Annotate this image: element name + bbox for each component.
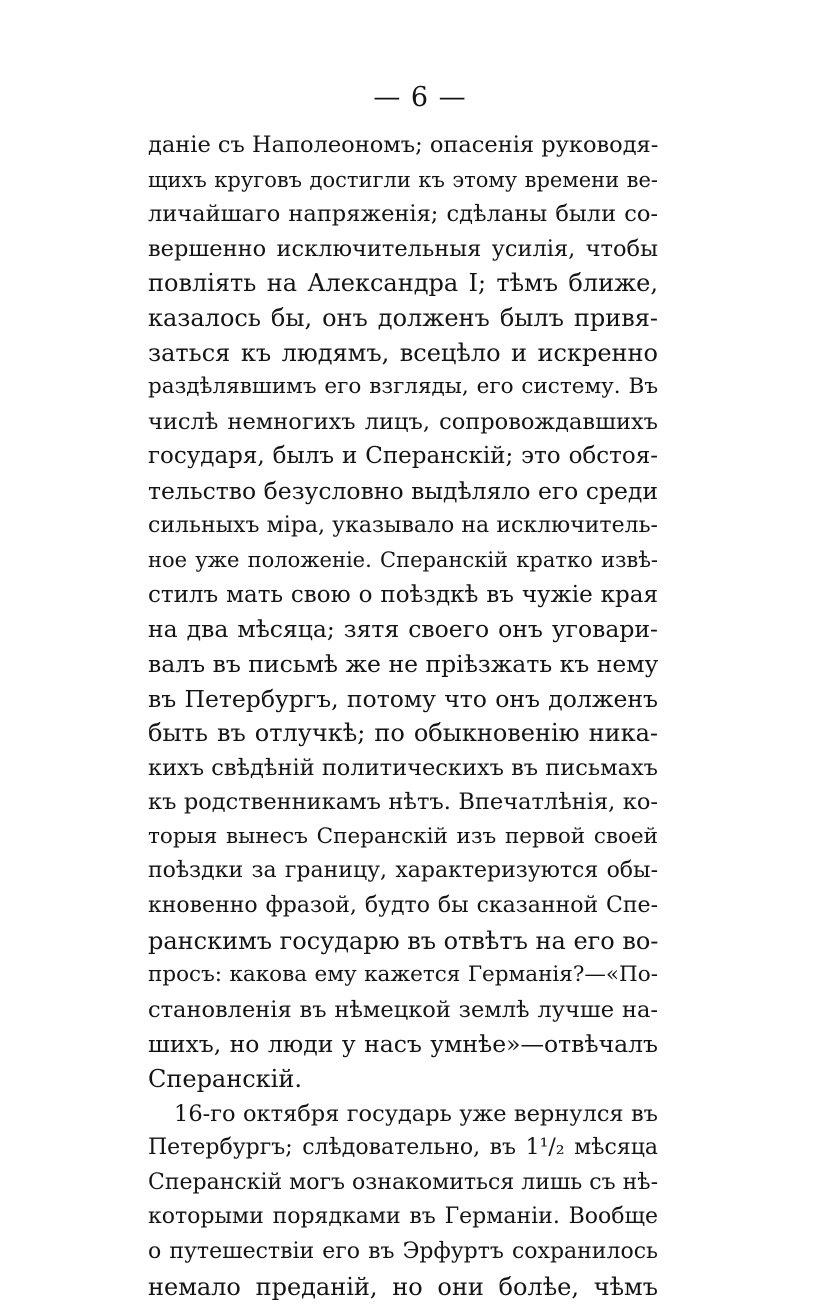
text-line: быть въ отлучкѣ; по обыкновенію ника- xyxy=(148,719,658,748)
paragraph xyxy=(148,128,658,1097)
paragraph xyxy=(148,1097,658,1304)
text-line: 16-го октября государь уже вернулся въ xyxy=(174,1100,658,1127)
text-line: становленія въ нѣмецкой землѣ лучше на- xyxy=(148,996,658,1023)
text-line: къ родственникамъ нѣтъ. Впечатлѣнія, ко- xyxy=(148,789,658,816)
text-line: Сперанскій. xyxy=(148,1065,302,1094)
text-line: на два мѣсяца; зятя своего онъ уговари- xyxy=(148,615,658,644)
text-line: числѣ немногихъ лицъ, сопровождавшихъ xyxy=(148,408,658,435)
text-line: которыми порядками въ Германіи. Вообще xyxy=(148,1204,658,1230)
text-line: ранскимъ государю въ отвѣтъ на его во- xyxy=(148,926,658,955)
text-line: казалось бы, онъ долженъ былъ привя- xyxy=(148,303,658,332)
text-line: даніе съ Наполеономъ; опасенія руководя- xyxy=(148,132,658,158)
text-line: о путешествіи его въ Эрфуртъ сохранилось xyxy=(148,1239,658,1264)
text-line: валъ въ письмѣ же не пріѣзжать къ нему xyxy=(148,649,658,678)
text-line: тельство безусловно выдѣляло его среди xyxy=(148,476,658,505)
text-line: личайшаго напряженія; сдѣланы были со- xyxy=(148,201,658,228)
text-line: Петербургъ; слѣдовательно, въ 1¹/₂ мѣсяца xyxy=(148,1135,658,1161)
body-text xyxy=(148,128,658,1304)
text-line: сильныхъ міра, указывало на исключитель- xyxy=(148,512,658,538)
text-line: поѣздки за границу, характеризуются обы- xyxy=(148,858,658,884)
text-line: въ Петербургъ, потому что онъ долженъ xyxy=(148,684,658,713)
text-line: ное уже положеніе. Сперанскій кратко извѣ- xyxy=(148,548,658,573)
text-line: шихъ, но люди у насъ умнѣе»—отвѣчалъ xyxy=(148,1030,658,1059)
text-line: просъ: какова ему кажется Германія?—«По- xyxy=(148,962,658,988)
text-line: заться къ людямъ, всецѣло и искренно xyxy=(148,338,658,367)
text-line: вершенно исключительныя усилія, чтобы xyxy=(148,235,658,262)
page-number: — 6 — xyxy=(373,82,467,113)
text-line: кновенно фразой, будто бы сказанной Спе- xyxy=(148,893,658,919)
text-line: стилъ мать свою о поѣздкѣ въ чужіе края xyxy=(148,581,658,608)
text-line: Сперанскій могъ ознакомиться лишь съ нѣ- xyxy=(148,1169,658,1195)
text-line: государя, былъ и Сперанскій; это обстоя- xyxy=(148,443,658,470)
text-line: торыя вынесъ Сперанскій изъ первой своей xyxy=(148,823,658,849)
text-line: кихъ свѣдѣній политическихъ въ письмахъ xyxy=(148,754,658,781)
text-line: немало преданій, но они болѣе, чѣмъ xyxy=(148,1272,658,1301)
text-line: повліять на Александра I; тѣмъ ближе, xyxy=(148,269,658,298)
text-line: раздѣлявшимъ его взгляды, его систему. Въ xyxy=(148,374,658,400)
text-line: щихъ круговъ достигли къ этому времени ве- xyxy=(148,167,658,192)
